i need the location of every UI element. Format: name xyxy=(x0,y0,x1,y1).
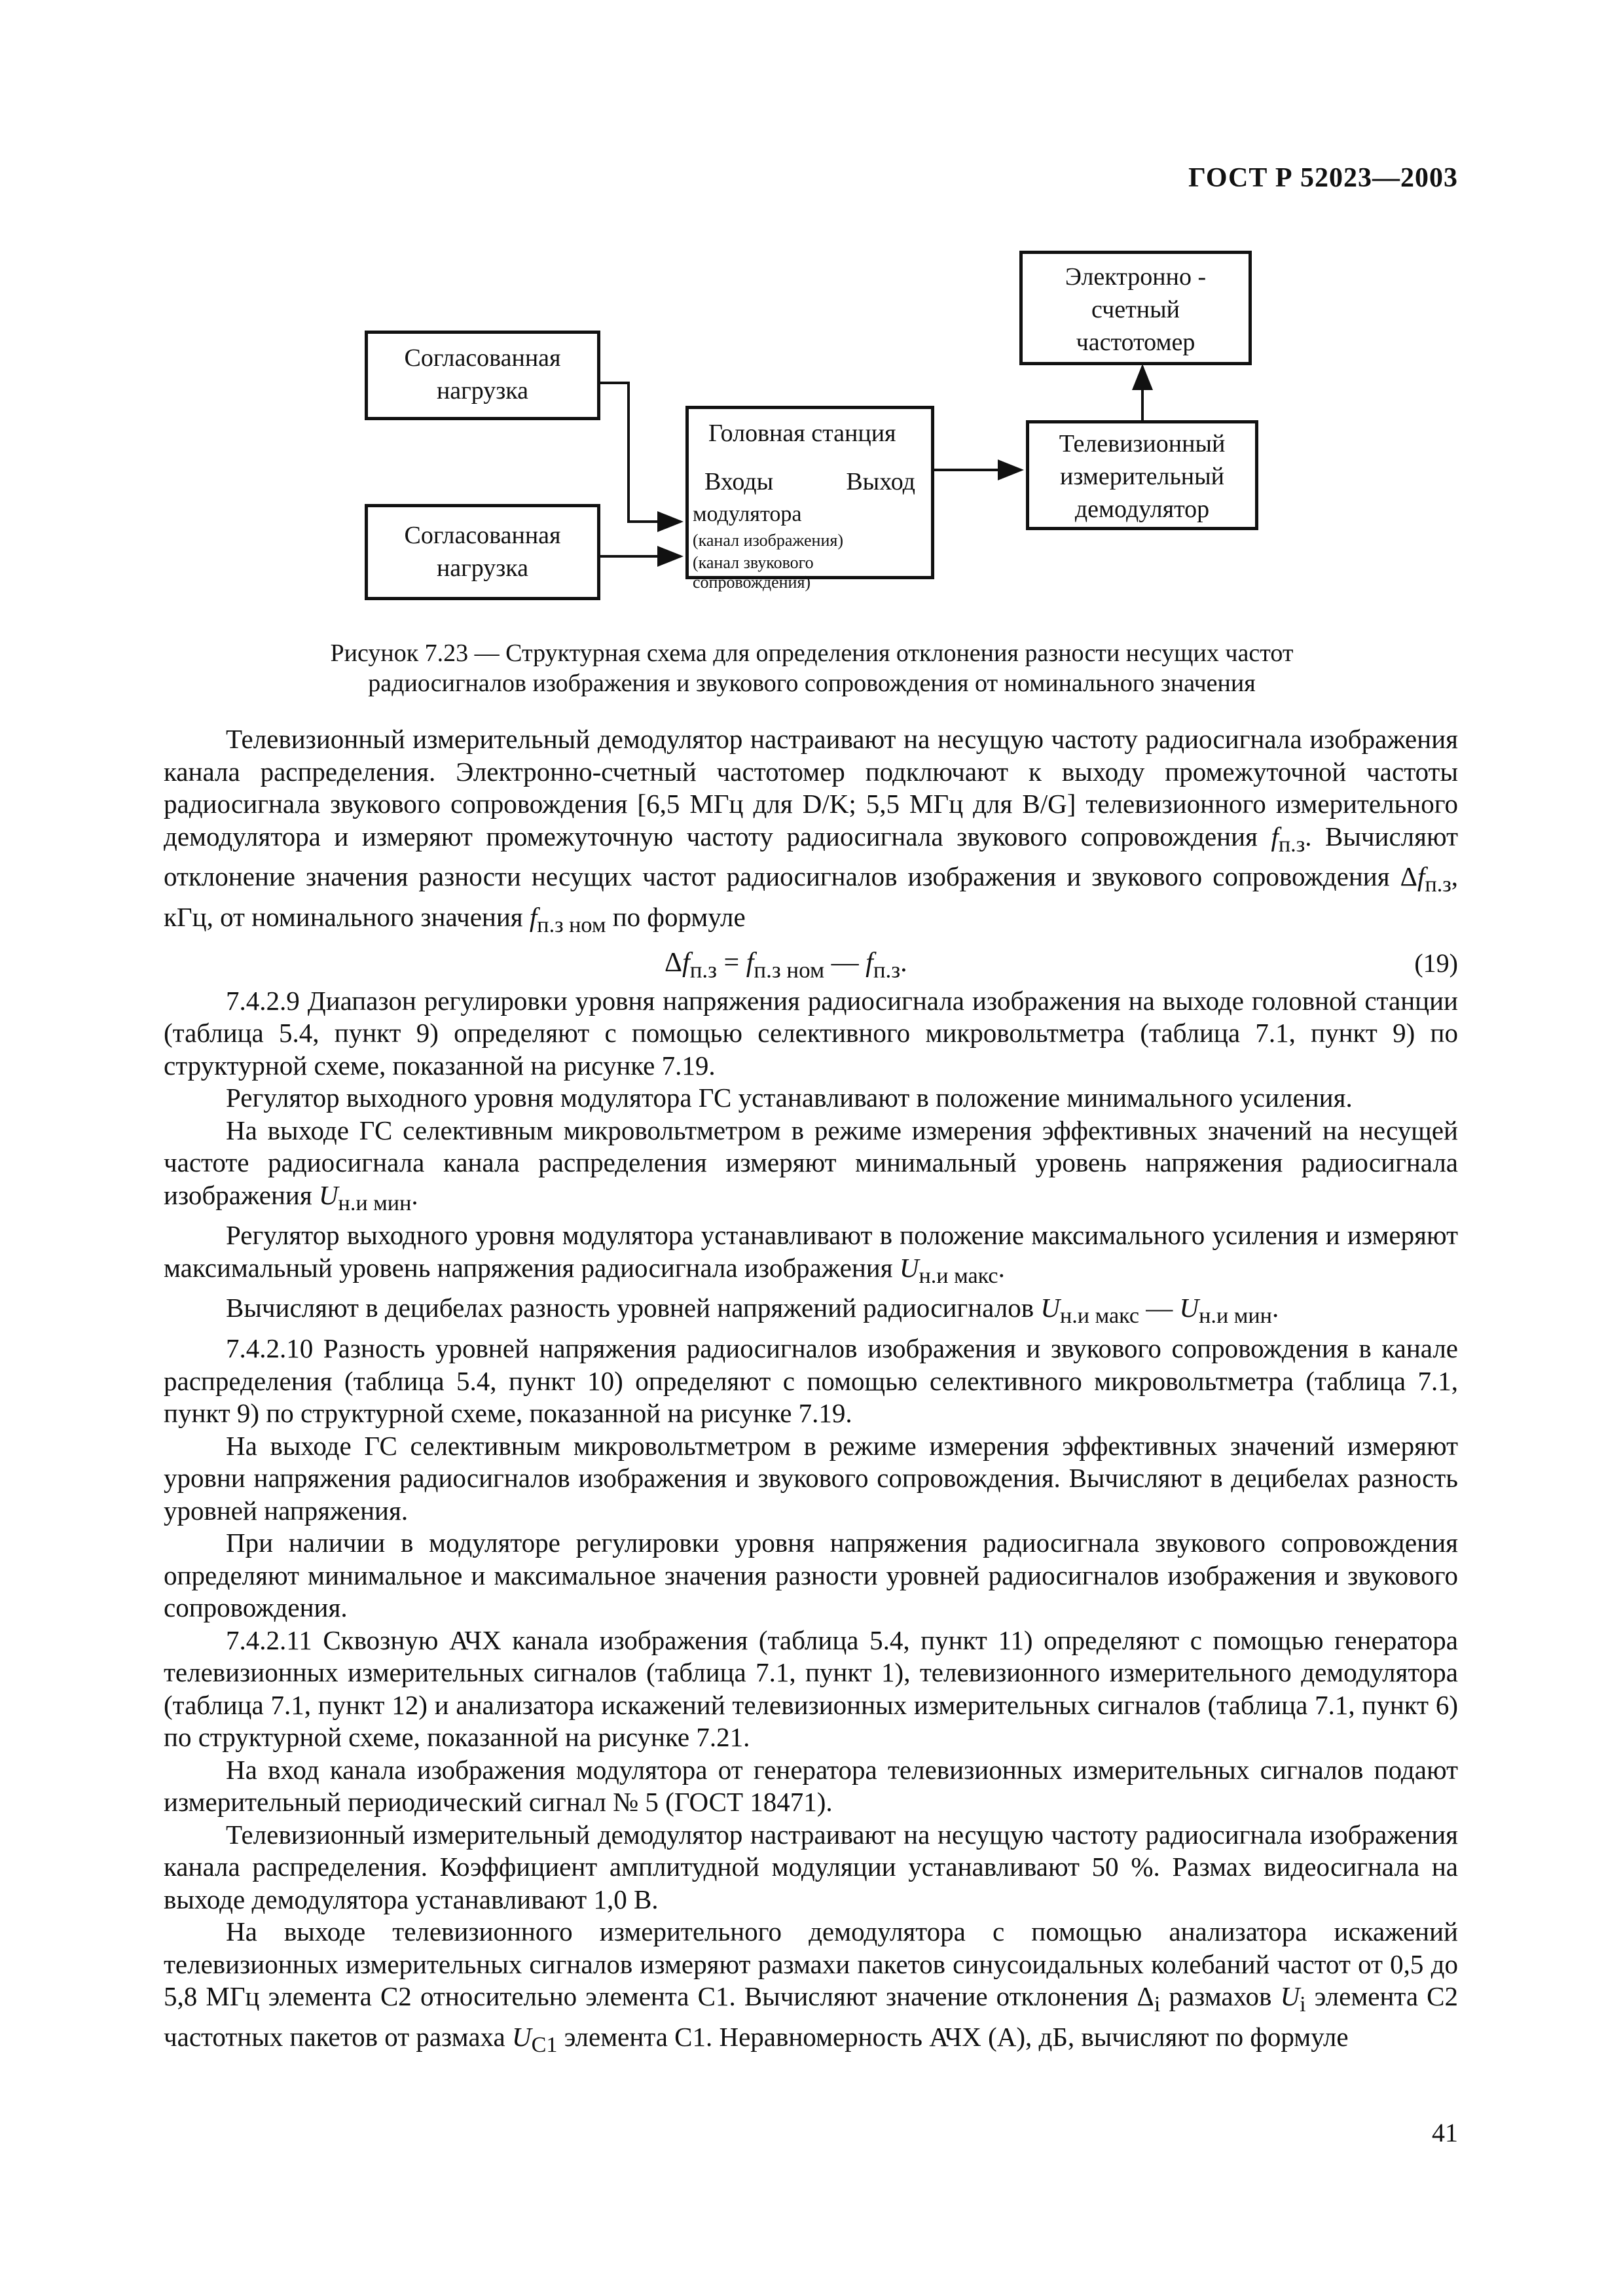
paragraph-8: На выходе ГС селективным микровольтметром в режиме измерения эффективных значений измеряют уровни напряжения радиосигналов изображения и звукового сопровождения. Вычисляют в децибелах разность уровней напряжения. xyxy=(164,1430,1458,1526)
formula-number: (19) xyxy=(1414,948,1458,978)
demod-line3: демодулятор xyxy=(1074,495,1210,523)
tv-demodulator-box xyxy=(1026,420,1258,530)
demod-line2: измерительный xyxy=(1059,463,1225,490)
caption-line-2: радиосигналов изображения и звукового сопровождения от номинального значения xyxy=(368,670,1256,697)
head-station-channel-sound-2: сопровождения) xyxy=(693,573,811,592)
demod-line1: Телевизионный xyxy=(1059,430,1226,457)
paragraph-6: Вычисляют в децибелах разность уровней напряжений радиосигналов $U_{н.и макс}$ — $U_{н.и мин}$. xyxy=(226,1293,1279,1329)
formula-expression: $\Delta f_{п.з} = f_{п.з ном}$ — $f_{п.з}$. xyxy=(665,947,907,982)
paragraph-12: Телевизионный измерительный демодулятор настраивают на несущую частоту радиосигнала изображения канала распределения. Коэффициент амплитудной модуляции устанавливают 50 %. Размах видеосигнала на выходе демодулятора устанавливают 1,0 В. xyxy=(164,1819,1458,1914)
paragraph-4: На выходе ГС селективным микровольтметром в режиме измерения эффективных значений на несущей частоте радиосигнала канала распределения измеряют минимальный уровень напряжения радиосигнала изображения $U_{н.и мин}$. xyxy=(164,1115,1458,1215)
head-station-modulator: модулятора xyxy=(693,502,802,526)
head-station-box xyxy=(685,406,934,592)
formula-19 xyxy=(164,942,1458,985)
figure-caption xyxy=(196,638,1427,698)
load1-line2: нагрузка xyxy=(436,377,529,404)
paragraph-3: Регулятор выходного уровня модулятора ГС устанавливают в положение минимального усиления. xyxy=(226,1083,1353,1113)
paragraph-7-4-2-9: 7.4.2.9 Диапазон регулировки уровня напряжения радиосигнала изображения на выходе головной станции (таблица 5.4, пункт 9) определяют с помощью селективного микровольтметра (таблица 7.1, пункт 9) по структурной схеме, показанной на рисунке 7.19. xyxy=(164,985,1458,1081)
head-station-channel-sound: (канал звукового xyxy=(693,553,814,572)
counter-line2: счетный xyxy=(1091,296,1180,323)
paragraph-13: На выходе телевизионного измерительного демодулятора с помощью анализатора искажений телевизионных измерительных сигналов измеряют размахи пакетов синусоидальных колебаний частот от 0,5 до 5,8 МГц элемента С2 относительно элемента С1. Вычисляют значение отклонения $\Delta_i$ размахов $U_i$ элемента С2 частотных пакетов от размаха $U_{C1}$ элемента С1. Неравномерность АЧХ (А), дБ, вычисляют по формуле xyxy=(164,1916,1458,2057)
load2-line1: Согласованная xyxy=(404,522,561,549)
matched-load-1-box xyxy=(365,331,600,420)
paragraph-11: На вход канала изображения модулятора от генератора телевизионных измерительных сигналов подают измерительный периодический сигнал № 5 (ГОСТ 18471). xyxy=(164,1754,1458,1818)
head-station-title: Головная станция xyxy=(708,420,896,447)
load1-line1: Согласованная xyxy=(404,344,561,372)
counter-line3: частотомер xyxy=(1076,329,1195,356)
caption-line-1: Рисунок 7.23 — Структурная схема для определения отклонения разности несущих частот xyxy=(330,639,1294,667)
head-station-output: Выход xyxy=(846,468,915,495)
paragraph-9: При наличии в модуляторе регулировки уровня напряжения радиосигнала звукового сопровождения определяют минимальное и максимальное значения разности уровней радиосигналов изображения и звукового сопровождения. xyxy=(164,1528,1458,1623)
paragraph-7-4-2-10: 7.4.2.10 Разность уровней напряжения радиосигналов изображения и звукового сопровождения в канале распределения (таблица 5.4, пункт 10) определяют с помощью селективного микровольтметра (таблица 7.1, пункт 9) по структурной схеме, показанной на рисунке 7.19. xyxy=(164,1333,1458,1429)
body-text xyxy=(164,723,1458,2062)
page-number: 41 xyxy=(1432,2118,1458,2147)
page-header: ГОСТ Р 52023—2003 xyxy=(1188,163,1458,193)
head-station-channel-image: (канал изображения) xyxy=(693,531,844,550)
head-station-inputs: Входы xyxy=(704,468,774,495)
paragraph-7-4-2-11: 7.4.2.11 Сквозную АЧХ канала изображения (таблица 5.4, пункт 11) определяют с помощью генератора телевизионных измерительных сигналов (таблица 7.1, пункт 1), телевизионного измерительного демодулятора (таблица 7.1, пункт 12) и анализатора искажений телевизионных измерительных сигналов (таблица 7.1, пункт 6) по структурной схеме, показанной на рисунке 7.21. xyxy=(164,1624,1458,1753)
frequency-counter-box xyxy=(1019,251,1252,365)
paragraph-1: Телевизионный измерительный демодулятор настраивают на несущую частоту радиосигнала изображения канала распределения. Электронно-счетный частотомер подключают к выходу промежуточной частоты радиосигнала звукового сопровождения [6,5 МГц для D/K; 5,5 МГц для B/G] телевизионного измерительного демодулятора и измеряют промежуточную частоту радиосигнала звукового сопровождения $f_{п.з}$. Вычисляют отклонение значения разности несущих частот радиосигналов изображения и звукового сопровождения $\Delta f_{п.з}$, кГц, от номинального значения $f_{п.з ном}$ по формуле xyxy=(164,724,1458,938)
connector-load1 xyxy=(599,383,681,522)
block-diagram xyxy=(0,0,1623,622)
paragraph-5: Регулятор выходного уровня модулятора устанавливают в положение максимального усиления и измеряют максимальный уровень напряжения радиосигнала изображения $U_{н.и макс}$. xyxy=(164,1220,1458,1288)
matched-load-2-box xyxy=(365,504,600,600)
load2-line2: нагрузка xyxy=(436,554,529,582)
counter-line1: Электронно - xyxy=(1065,263,1207,291)
